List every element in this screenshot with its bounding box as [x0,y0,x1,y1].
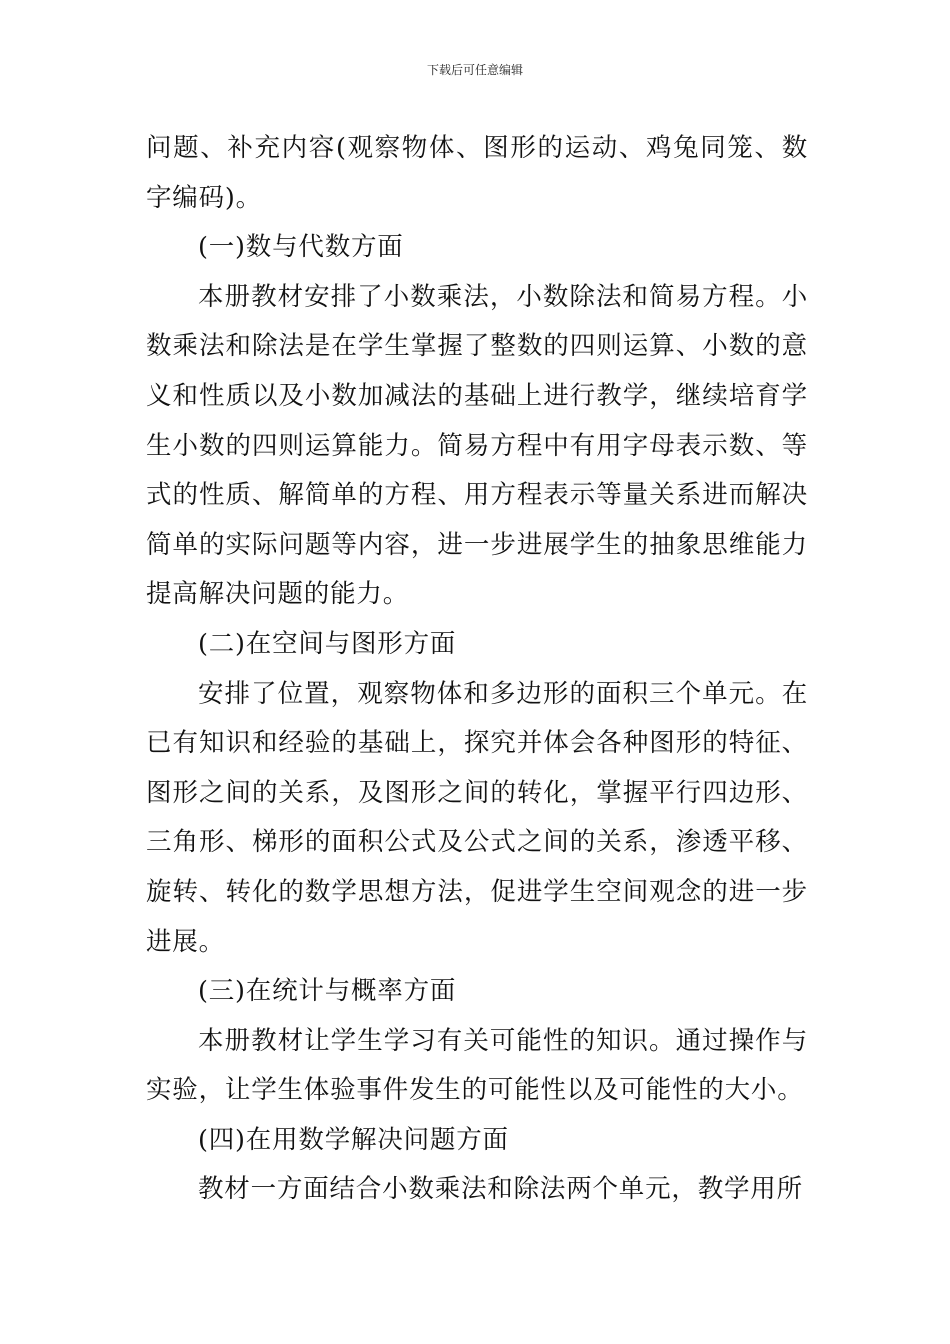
document-body [146,124,808,1215]
paragraph-problem-solving: 教材一方面结合小数乘法和除法两个单元，教学用所 [198,1174,803,1205]
paragraph-continuation: 问题、补充内容(观察物体、图形的运动、鸡兔同笼、数字编码)。 [146,133,808,213]
section-heading-number-algebra: (一)数与代数方面 [198,232,404,263]
section-heading-statistics-probability: (三)在统计与概率方面 [198,976,457,1007]
paragraph-statistics-probability: 本册教材让学生学习有关可能性的知识。通过操作与实验，让学生体验事件发生的可能性以及可能性的大小。 [146,1025,808,1106]
section-heading-space-shape: (二)在空间与图形方面 [198,628,457,659]
paragraph-space-shape: 安排了位置，观察物体和多边形的面积三个单元。在已有知识和经验的基础上，探究并体会各种图形的特征、图形之间的关系，及图形之间的转化，掌握平行四边形、三角形、梯形的面积公式及公式之间的关系，渗透平移、旋转、转化的数学思想方法，促进学生空间观念的进一步进展。 [146,678,808,957]
page-header: 下载后可任意编辑 [426,63,523,77]
paragraph-number-algebra: 本册教材安排了小数乘法，小数除法和简易方程。小数乘法和除法是在学生掌握了整数的四则运算、小数的意义和性质以及小数加减法的基础上进行教学，继续培育学生小数的四则运算能力。简易方程中有用字母表示数、等式的性质、解简单的方程、用方程表示等量关系进而解决简单的实际问题等内容，进一步进展学生的抽象思维能力提高解决问题的能力。 [146,281,808,610]
section-heading-problem-solving: (四)在用数学解决问题方面 [198,1124,509,1155]
